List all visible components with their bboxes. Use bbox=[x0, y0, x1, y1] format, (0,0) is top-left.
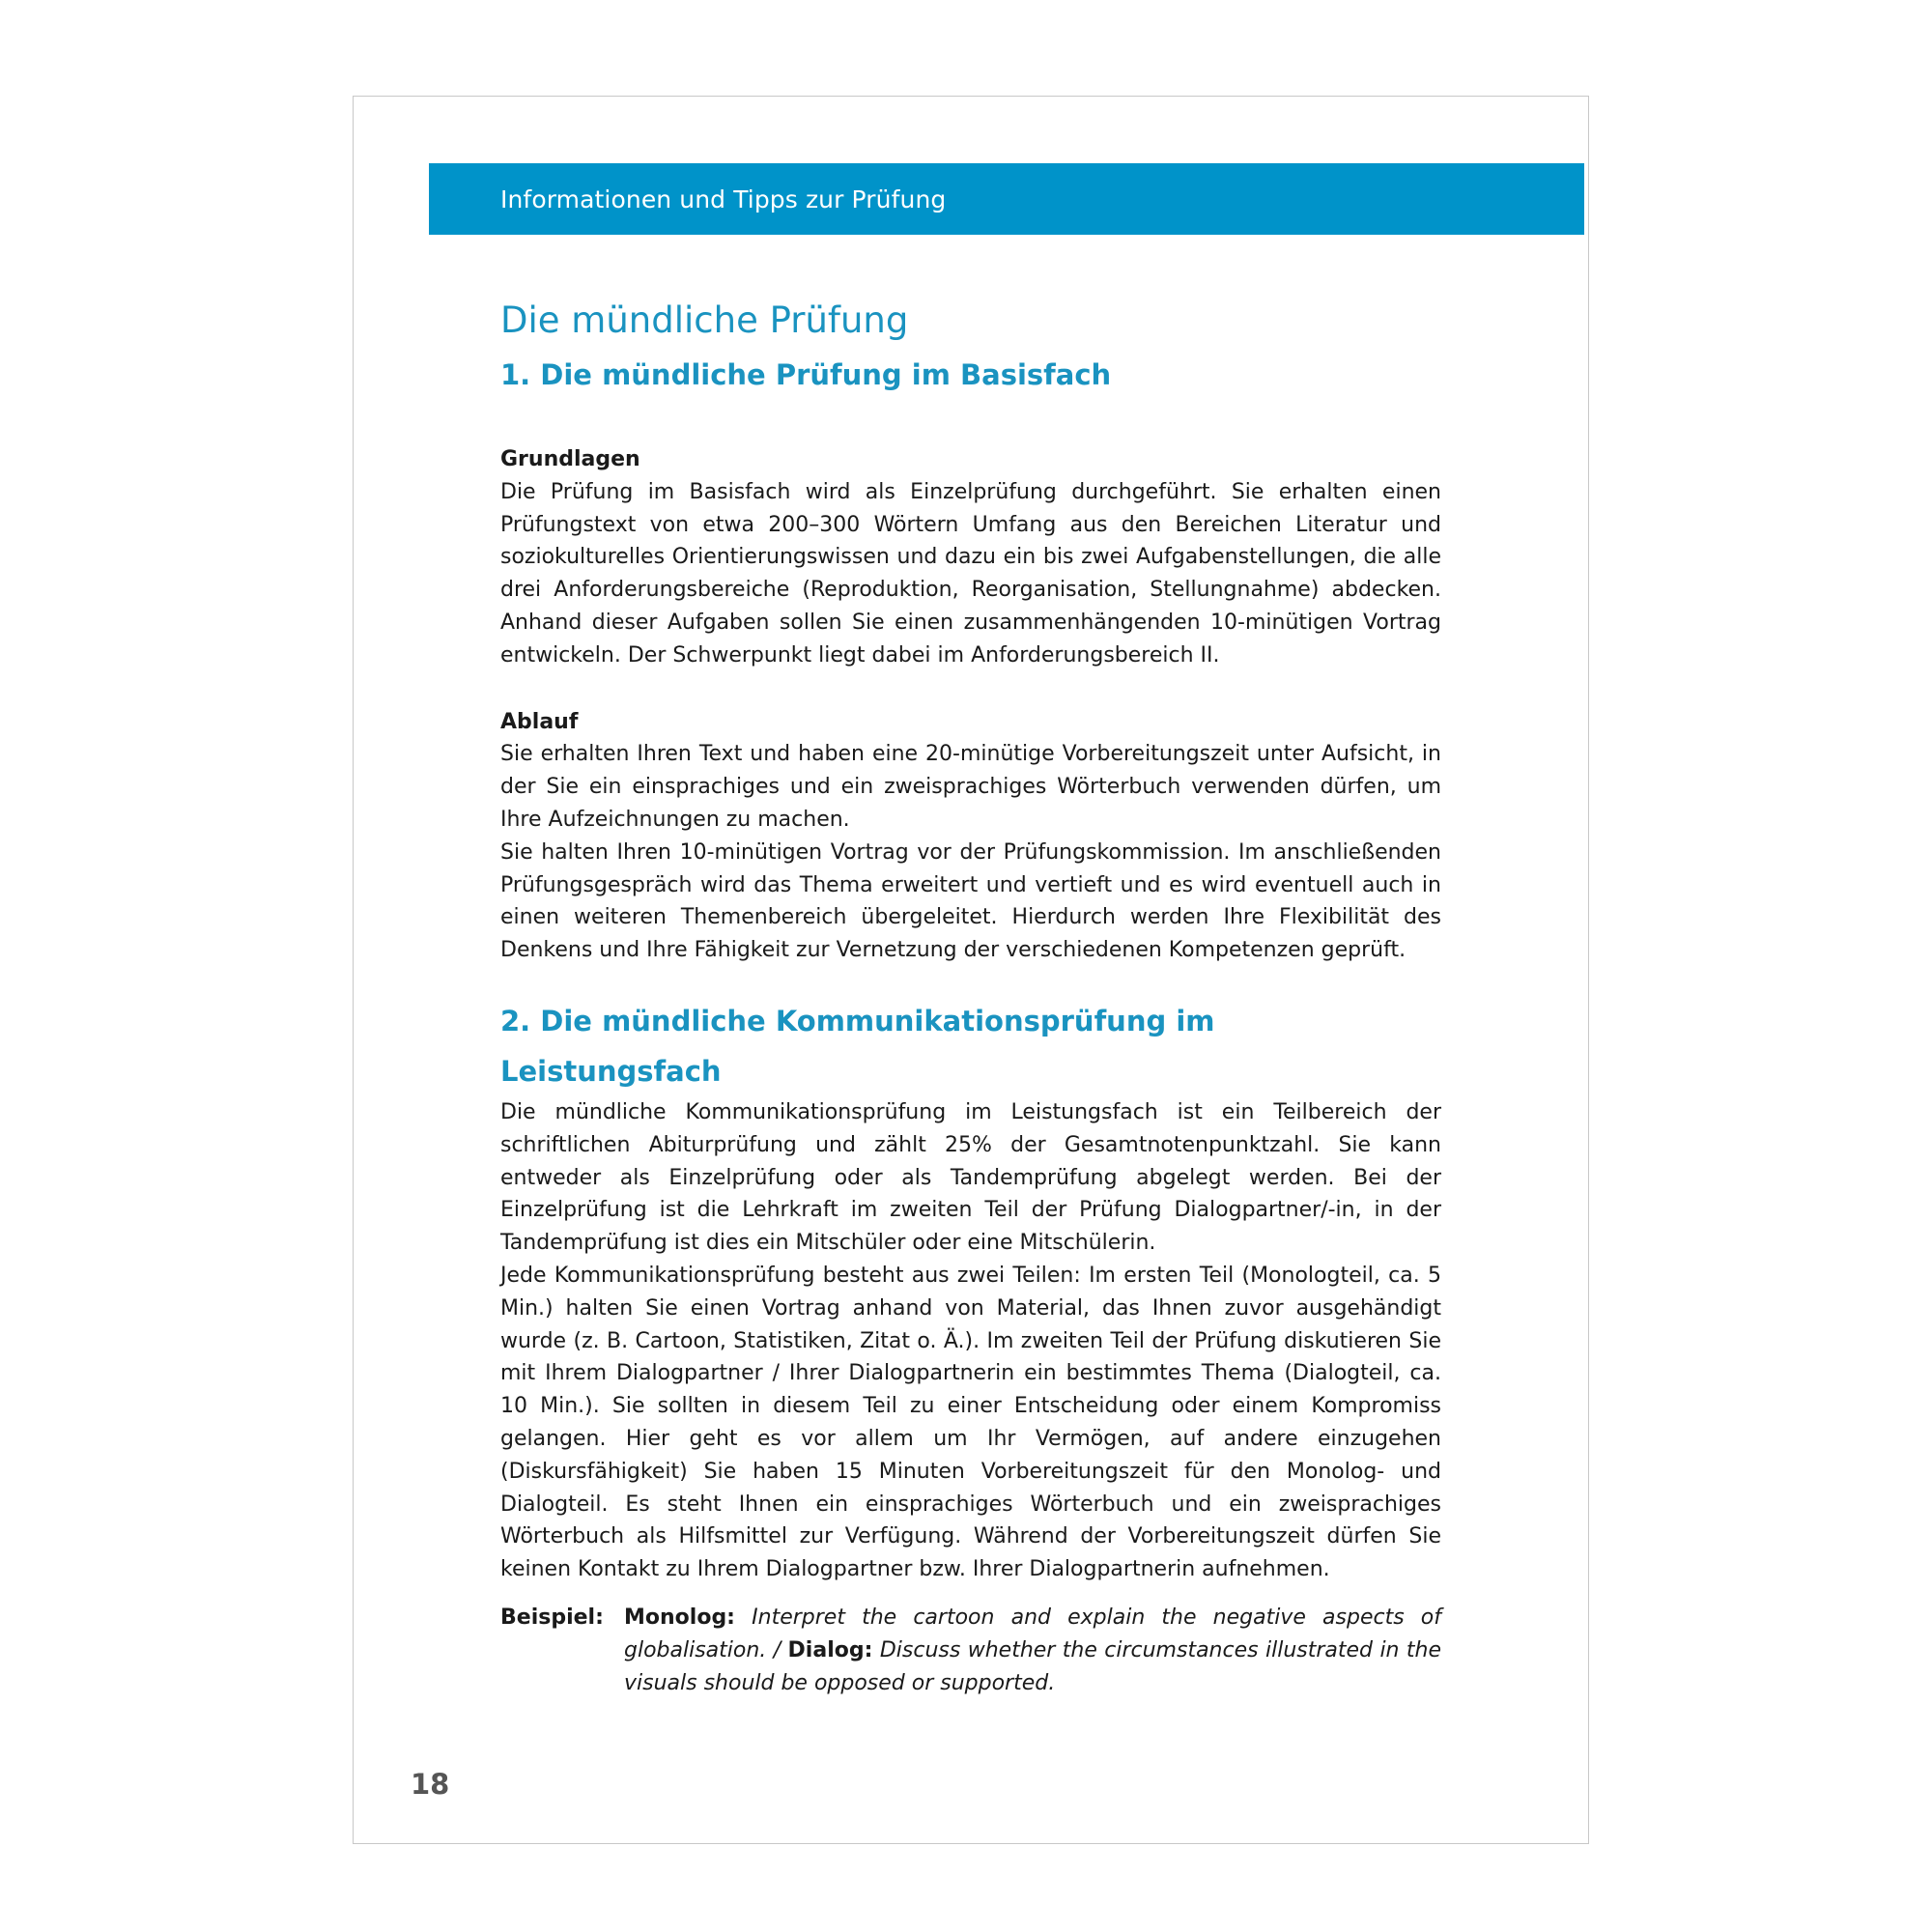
monolog-label: Monolog: bbox=[624, 1605, 735, 1630]
section-1-heading: 1. Die mündliche Prüfung im Basisfach bbox=[500, 358, 1112, 391]
dialog-label: Dialog: bbox=[787, 1637, 873, 1662]
grundlagen-text: Die Prüfung im Basisfach wird als Einzelprüfung durchgeführt. Sie erhalten einen Prüfungstext von etwa 200–300 Wörtern Umfang aus den Bereichen Literatur und soziokulturelles Orientierungswissen und dazu ein bis zwei Aufgabenstellungen, die alle drei Anforderungsbereiche (Reproduktion, Reorganisation, Stellungnahme) abdecken. Anhand dieser Aufgaben sollen Sie einen zusammenhängenden 10-minütigen Vortrag entwickeln. Der Schwerpunkt liegt dabei im Anforderungsbereich II. bbox=[500, 479, 1441, 668]
grundlagen-label: Grundlagen bbox=[500, 447, 640, 471]
dialog-text: Discuss whether the circumstances illustrated in the visuals should be opposed or supported. bbox=[624, 1637, 1442, 1695]
ablauf-label: Ablauf bbox=[500, 709, 579, 734]
page-number: 18 bbox=[411, 1768, 450, 1801]
example-text bbox=[624, 1602, 1441, 1699]
section-2-text-2: Jede Kommunikationsprüfung besteht aus zwei Teilen: Im ersten Teil (Monologteil, ca. 5 Min.) halten Sie einen Vortrag anhand von Material, das Ihnen zuvor ausgehändigt wurde (z. B. Cartoon, Statistiken, Zitat o. Ä.). Im zweiten Teil der Prüfung diskutieren Sie mit Ihrem Dialogpartner / Ihrer Dialogpartnerin ein bestimmtes Thema (Dialogteil, ca. 10 Min.). Sie sollten in diesem Teil zu einer Entscheidung oder einem Kompromiss gelangen. Hier geht es vor allem um Ihr Vermögen, auf andere einzugehen (Diskursfähigkeit) Sie haben 15 Minuten Vorbereitungszeit für den Monolog- und Dialogteil. Es steht Ihnen ein einsprachiges Wörterbuch und ein zweisprachiges Wörterbuch als Hilfsmittel zur Verfügung. Während der Vorbereitungszeit dürfen Sie keinen Kontakt zu Ihrem Dialogpartner bzw. Ihrer Dialogpartnerin aufnehmen. bbox=[500, 1263, 1441, 1582]
header-band bbox=[429, 163, 1584, 235]
example-label: Beispiel: bbox=[500, 1605, 604, 1630]
header-band-text: Informationen und Tipps zur Prüfung bbox=[500, 185, 947, 213]
monolog-text: Interpret the cartoon and explain the negative aspects of globalisation. / bbox=[624, 1605, 1442, 1662]
page-content bbox=[500, 292, 1441, 1699]
ablauf-text-2: Sie halten Ihren 10-minütigen Vortrag vor der Prüfungskommission. Im anschließenden Prüfungsgespräch wird das Thema erweitert und vertieft und es wird eventuell auch in einen weiteren Themenbereich übergeleitet. Hierdurch werden Ihre Flexibilität des Denkens und Ihre Fähigkeit zur Vernetzung der verschiedenen Kompetenzen geprüft. bbox=[500, 839, 1441, 963]
example-block bbox=[500, 1602, 1441, 1699]
page-title: Die mündliche Prüfung bbox=[500, 299, 909, 341]
section-2-text-1: Die mündliche Kommunikationsprüfung im Leistungsfach ist ein Teilbereich der schriftlichen Abiturprüfung und zählt 25% der Gesamtnotenpunktzahl. Sie kann entweder als Einzelprüfung oder als Tandemprüfung abgelegt werden. Bei der Einzelprüfung ist die Lehrkraft im zweiten Teil der Prüfung Dialogpartner/-in, in der Tandemprüfung ist dies ein Mitschüler oder eine Mitschülerin. bbox=[500, 1099, 1441, 1256]
ablauf-text-1: Sie erhalten Ihren Text und haben eine 20-minütige Vorbereitungszeit unter Aufsicht, in der Sie ein einsprachiges und ein zweisprachiges Wörterbuch verwenden dürfen, um Ihre Aufzeichnungen zu machen. bbox=[500, 742, 1441, 832]
section-2-heading: 2. Die mündliche Kommunikationsprüfung im Leistungsfach bbox=[500, 1004, 1215, 1088]
